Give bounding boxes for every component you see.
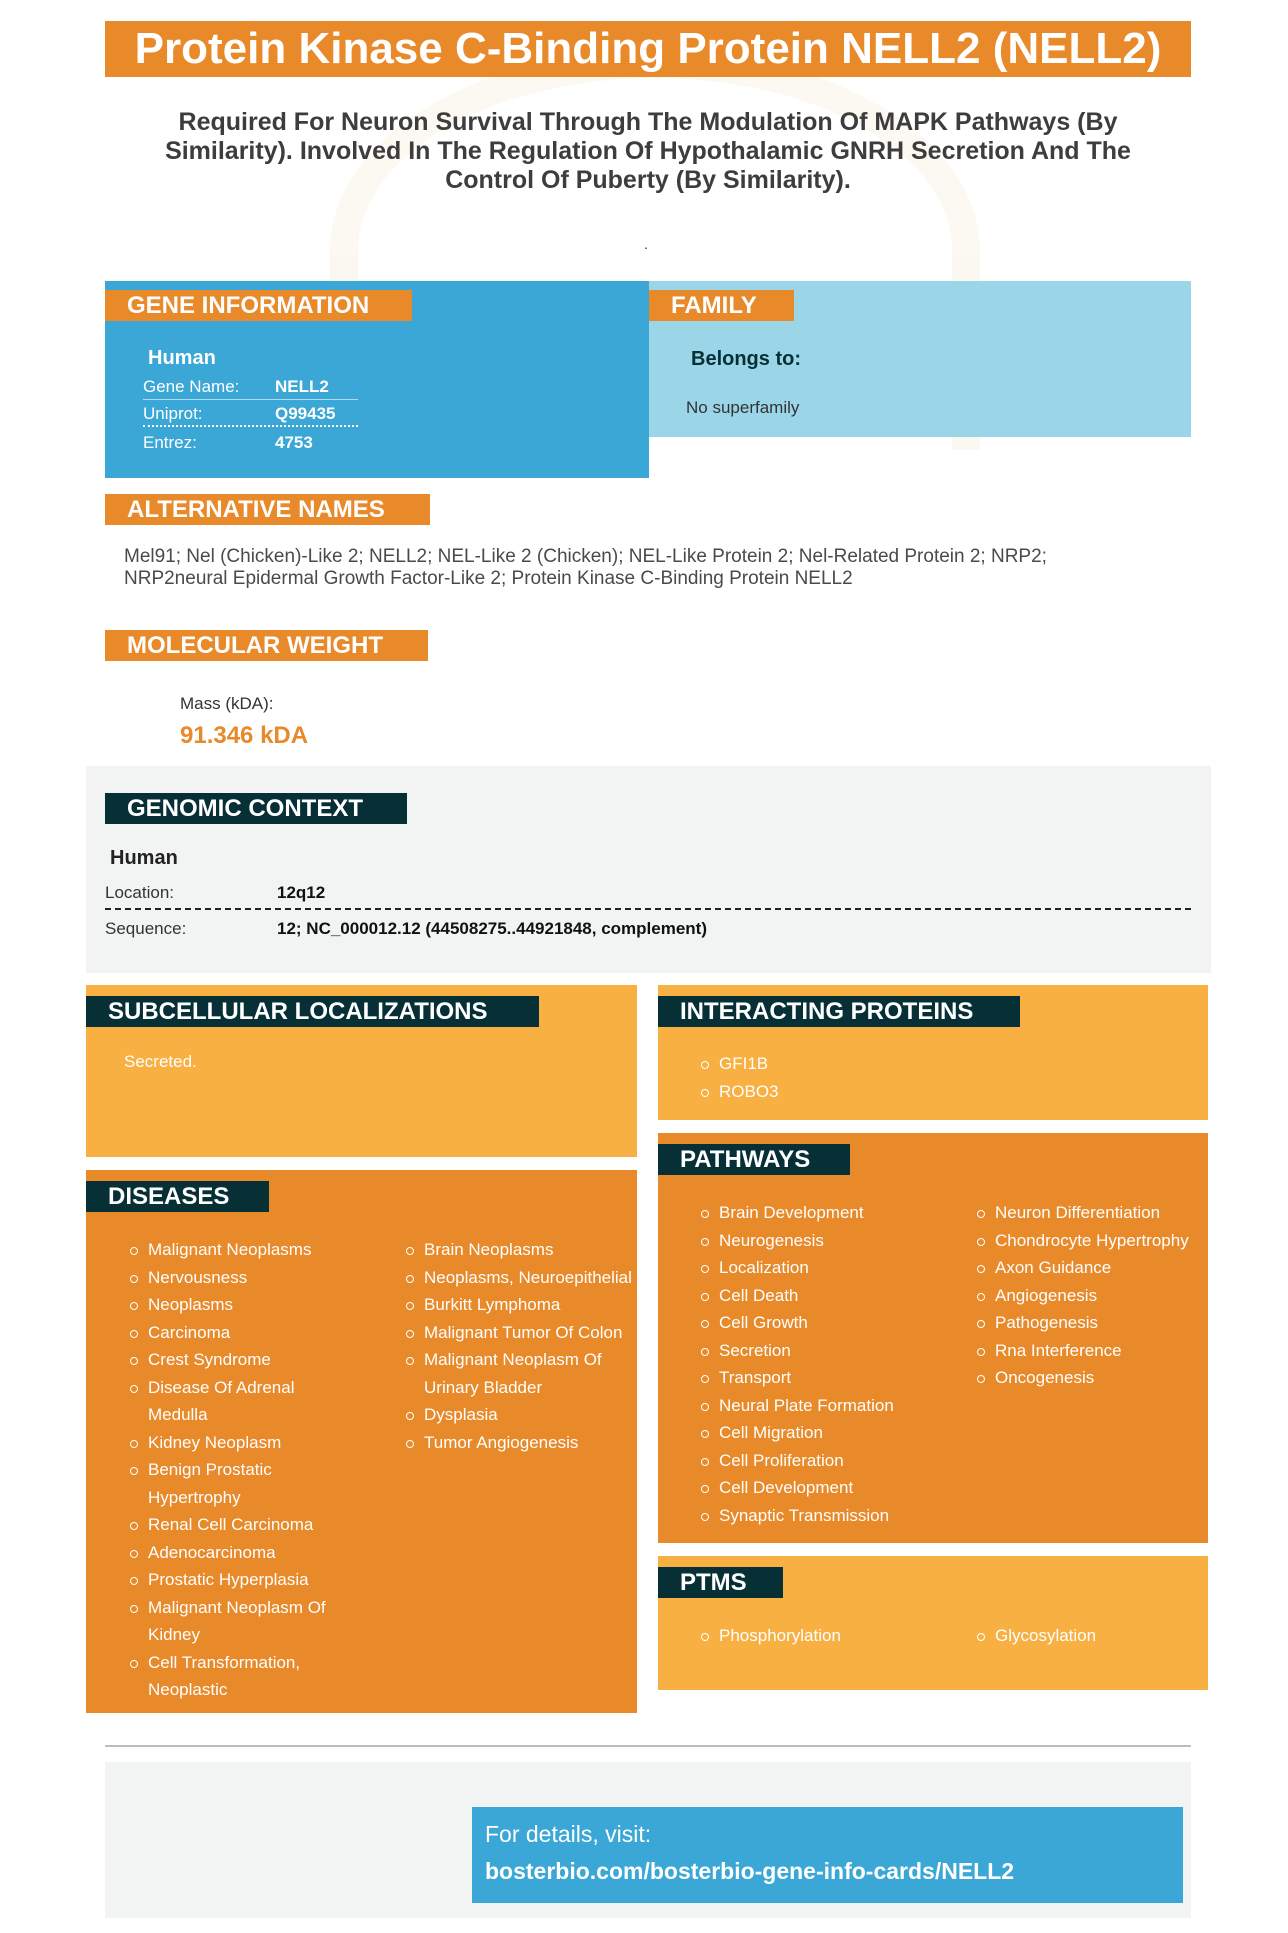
list-item: Nervousness: [126, 1264, 356, 1292]
list-item: Carcinoma: [126, 1319, 356, 1347]
pathways-list-left: [697, 1199, 947, 1529]
list-item: Tumor Angiogenesis: [402, 1429, 632, 1457]
page-title: Protein Kinase C-Binding Protein NELL2 (NELL2): [105, 21, 1191, 77]
list-item: Adenocarcinoma: [126, 1539, 356, 1567]
list-item: Malignant Neoplasms: [126, 1236, 356, 1264]
list-item: Burkitt Lymphoma: [402, 1291, 632, 1319]
family-value: No superfamily: [686, 398, 800, 417]
list-item: GFI1B: [697, 1050, 779, 1078]
list-item: Malignant Neoplasm Of Kidney: [126, 1594, 356, 1649]
family-heading: FAMILY: [649, 290, 794, 321]
page-subtitle: Required For Neuron Survival Through The Modulation Of MAPK Pathways (By Similarity). Involved In The Regulation Of Hypothalamic GNRH Secretion And The Control Of Puberty (By Similarity).: [165, 108, 1131, 194]
list-item: Neoplasms, Neuroepithelial: [402, 1264, 632, 1292]
gene-row-value: Q99435: [275, 404, 336, 423]
genomic-sequence-label: Sequence:: [105, 919, 187, 938]
list-item: ROBO3: [697, 1078, 779, 1106]
list-item: Cell Migration: [697, 1419, 947, 1447]
gene-organism: Human: [148, 347, 216, 369]
list-item: Cell Development: [697, 1474, 947, 1502]
pathways-heading: PATHWAYS: [658, 1144, 850, 1175]
list-item: Malignant Neoplasm Of Urinary Bladder: [402, 1346, 632, 1401]
genomic-location-label: Location:: [105, 883, 174, 902]
list-item: Brain Development: [697, 1199, 947, 1227]
gene-row-value: 4753: [275, 433, 313, 452]
subcellular-localizations-text: Secreted.: [124, 1052, 197, 1071]
gene-row-label: Uniprot:: [143, 404, 203, 423]
list-item: Angiogenesis: [973, 1282, 1198, 1310]
pathways-list-right: [973, 1199, 1198, 1392]
details-link-box[interactable]: [472, 1807, 1183, 1903]
list-item: Glycosylation: [973, 1622, 1198, 1650]
footer-divider: [105, 1745, 1191, 1747]
list-item: Dysplasia: [402, 1401, 632, 1429]
diseases-heading: DISEASES: [86, 1181, 269, 1212]
gene-row-name: [143, 373, 358, 400]
molecular-weight-heading: MOLECULAR WEIGHT: [105, 630, 428, 661]
list-item: Benign Prostatic Hypertrophy: [126, 1456, 356, 1511]
list-item: Neoplasms: [126, 1291, 356, 1319]
genomic-organism: Human: [110, 847, 178, 869]
list-item: Prostatic Hyperplasia: [126, 1566, 356, 1594]
list-item: Rna Interference: [973, 1337, 1198, 1365]
list-item: Brain Neoplasms: [402, 1236, 632, 1264]
list-item: Synaptic Transmission: [697, 1502, 947, 1530]
gene-row-entrez: [143, 429, 358, 456]
diseases-list-left: [126, 1236, 356, 1704]
alternative-names-heading: ALTERNATIVE NAMES: [105, 494, 430, 525]
genomic-context-heading: GENOMIC CONTEXT: [105, 793, 407, 824]
gene-row-label: Entrez:: [143, 433, 197, 452]
list-item: Malignant Tumor Of Colon: [402, 1319, 632, 1347]
gene-information-heading: GENE INFORMATION: [105, 290, 412, 321]
genomic-row-location: [105, 876, 1191, 910]
ptms-list-left: [697, 1622, 947, 1650]
mass-value: 91.346 kDA: [180, 722, 309, 749]
ptms-heading: PTMS: [658, 1567, 783, 1598]
list-item: Localization: [697, 1254, 947, 1282]
list-item: Cell Proliferation: [697, 1447, 947, 1475]
interacting-proteins-list: [697, 1050, 779, 1105]
genomic-sequence-value: 12; NC_000012.12 (44508275..44921848, complement): [277, 919, 708, 938]
list-item: Chondrocyte Hypertrophy: [973, 1227, 1198, 1255]
genomic-location-value: 12q12: [277, 883, 326, 902]
list-item: Neuron Differentiation: [973, 1199, 1198, 1227]
list-item: Secretion: [697, 1337, 947, 1365]
details-link[interactable]: bosterbio.com/bosterbio-gene-info-cards/NELL2: [485, 1858, 1015, 1884]
list-item: Neural Plate Formation: [697, 1392, 947, 1420]
list-item: Pathogenesis: [973, 1309, 1198, 1337]
list-item: Renal Cell Carcinoma: [126, 1511, 356, 1539]
family-belongs-label: Belongs to:: [691, 348, 801, 370]
list-item: Cell Growth: [697, 1309, 947, 1337]
genomic-row-sequence: [105, 912, 1191, 946]
list-item: Transport: [697, 1364, 947, 1392]
subtitle-trailer: .: [644, 236, 648, 252]
gene-row-label: Gene Name:: [143, 377, 240, 396]
details-label: For details, visit:: [485, 1821, 652, 1847]
list-item: Cell Transformation, Neoplastic: [126, 1649, 356, 1704]
diseases-list-right: [402, 1236, 632, 1456]
list-item: Disease Of Adrenal Medulla: [126, 1374, 356, 1429]
list-item: Crest Syndrome: [126, 1346, 356, 1374]
list-item: Kidney Neoplasm: [126, 1429, 356, 1457]
mass-label: Mass (kDA):: [180, 694, 274, 713]
list-item: Oncogenesis: [973, 1364, 1198, 1392]
list-item: Cell Death: [697, 1282, 947, 1310]
list-item: Phosphorylation: [697, 1622, 947, 1650]
ptms-list-right: [973, 1622, 1198, 1650]
gene-row-uniprot: [143, 400, 358, 427]
interacting-proteins-heading: INTERACTING PROTEINS: [658, 996, 1020, 1027]
gene-row-value: NELL2: [275, 377, 329, 396]
subcellular-localizations-heading: SUBCELLULAR LOCALIZATIONS: [86, 996, 539, 1027]
alternative-names-text: Mel91; Nel (Chicken)-Like 2; NELL2; NEL-Like 2 (Chicken); NEL-Like Protein 2; Nel-Related Protein 2; NRP2; NRP2neural Epidermal Growth Factor-Like 2; Protein Kinase C-Binding Protein NELL2: [124, 546, 1047, 589]
list-item: Axon Guidance: [973, 1254, 1198, 1282]
list-item: Neurogenesis: [697, 1227, 947, 1255]
